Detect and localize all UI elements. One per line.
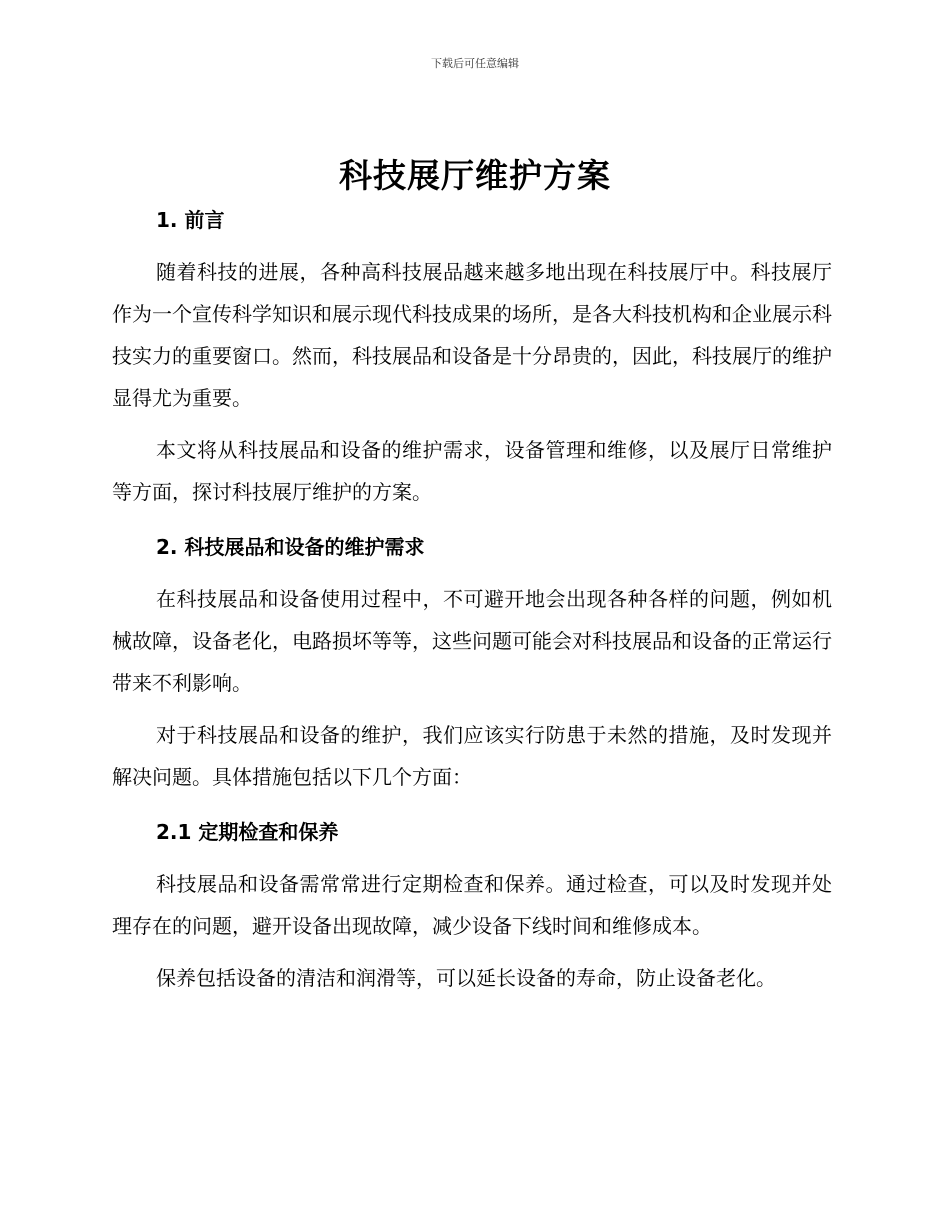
paragraph: 在科技展品和设备使用过程中，不可避开地会出现各种各样的问题，例如机械故障，设备老化，电路损坏等等，这些问题可能会对科技展品和设备的正常运行带来不利影响。: [112, 587, 832, 695]
section-heading: 1. 前言: [156, 208, 225, 232]
section-maintenance-needs: [112, 531, 832, 798]
document-body: [112, 204, 832, 1009]
paragraph: 本文将从科技展品和设备的维护需求，设备管理和维修，以及展厅日常维护等方面，探讨科技展厅维护的方案。: [112, 438, 832, 504]
section-regular-inspection: [112, 816, 832, 999]
section-heading: 2. 科技展品和设备的维护需求: [156, 535, 425, 559]
paragraph: 随着科技的进展，各种高科技展品越来越多地出现在科技展厅中。科技展厅作为一个宣传科学知识和展示现代科技成果的场所，是各大科技机构和企业展示科技实力的重要窗口。然而，科技展品和设备是十分昂贵的，因此，科技展厅的维护显得尤为重要。: [112, 260, 832, 410]
paragraph: 保养包括设备的清洁和润滑等，可以延长设备的寿命，防止设备老化。: [156, 966, 776, 990]
paragraph: 科技展品和设备需常常进行定期检查和保养。通过检查，可以及时发现并处理存在的问题，避开设备出现故障，减少设备下线时间和维修成本。: [112, 872, 832, 938]
paragraph: 对于科技展品和设备的维护，我们应该实行防患于未然的措施，及时发现并解决问题。具体措施包括以下几个方面：: [112, 723, 832, 789]
section-heading: 2.1 定期检查和保养: [156, 820, 339, 844]
document-title: 科技展厅维护方案: [339, 156, 611, 195]
page-header: 下载后可任意编辑: [431, 57, 519, 70]
section-introduction: [112, 204, 832, 513]
